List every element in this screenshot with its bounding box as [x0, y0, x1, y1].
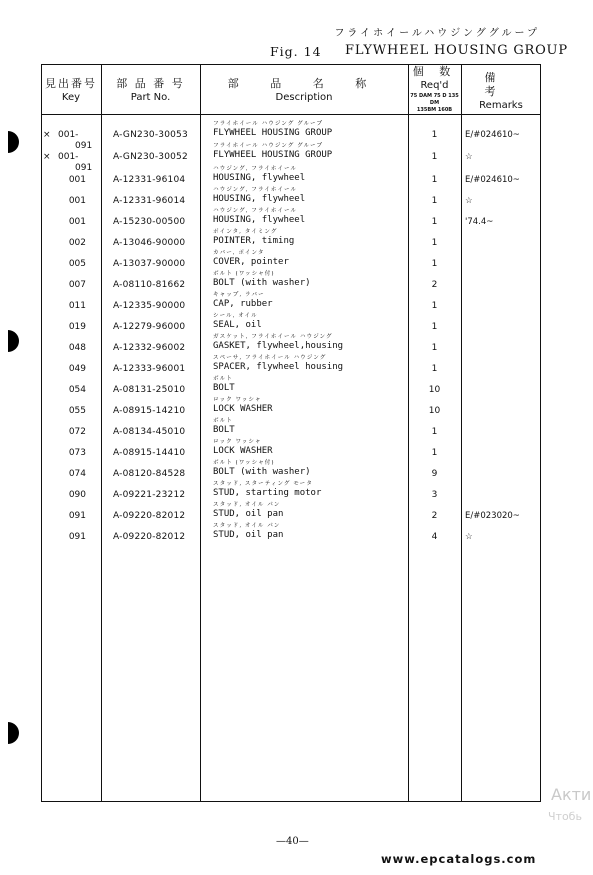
row-part-number: A-GN230-30052	[113, 152, 188, 162]
table-row	[41, 208, 541, 229]
table-row	[41, 313, 541, 334]
column-header-part-en: Part No.	[130, 92, 171, 103]
row-description-en: FLYWHEEL HOUSING GROUP	[213, 128, 333, 138]
row-description-ja: スタッド, オイル パン	[213, 502, 281, 508]
row-description	[213, 166, 305, 184]
row-description	[213, 313, 262, 331]
row-remarks: ☆	[465, 152, 473, 162]
row-quantity: 3	[431, 490, 438, 500]
row-description	[213, 121, 332, 139]
row-remarks: E/#024610~	[465, 130, 520, 140]
row-key: 049	[68, 364, 86, 374]
column-header-quantity-models: 75 DAM 75 D 135 DM	[410, 93, 459, 106]
table-row	[41, 229, 541, 250]
row-description-ja: ボルト	[213, 376, 233, 382]
row-key: 091	[68, 532, 86, 542]
binder-hole-icon	[8, 330, 19, 352]
row-description	[213, 397, 273, 415]
row-quantity: 1	[431, 238, 438, 248]
row-description	[213, 481, 321, 499]
title-japanese: フライホイールハウジンググループ	[334, 28, 540, 39]
row-description-en: BOLT	[213, 383, 235, 393]
row-description	[213, 523, 283, 541]
row-description-en: STUD, oil pan	[213, 530, 284, 540]
row-description	[213, 355, 343, 373]
column-header-description-ja: 部 品 名 称	[227, 77, 381, 90]
row-key: 011	[68, 301, 86, 311]
row-quantity: 1	[431, 301, 438, 311]
row-part-number: A-12331-96014	[113, 196, 186, 206]
activation-watermark: Акти	[551, 785, 592, 804]
row-part-number: A-09221-23212	[113, 490, 186, 500]
row-quantity: 1	[431, 259, 438, 269]
row-key: 001	[68, 196, 86, 206]
row-description-en: COVER, pointer	[213, 257, 289, 267]
row-key-end: 091	[75, 141, 93, 151]
row-description	[213, 271, 311, 289]
row-key: 054	[68, 385, 86, 395]
row-description-ja: ポインタ, タイミング	[213, 229, 278, 235]
row-quantity: 1	[431, 130, 438, 140]
table-row	[41, 166, 541, 187]
row-description-en: BOLT (with washer)	[213, 467, 311, 477]
row-quantity: 2	[431, 280, 438, 290]
column-header-quantity-en: Req'd	[420, 80, 449, 91]
table-row	[41, 481, 541, 502]
row-part-number: A-12335-90000	[113, 301, 186, 311]
row-description-en: SPACER, flywheel housing	[213, 362, 344, 372]
row-key: 048	[68, 343, 86, 353]
row-description	[213, 334, 343, 352]
row-quantity: 9	[431, 469, 438, 479]
row-description-ja: ハウジング, フライホイール	[213, 166, 298, 172]
binder-hole-icon	[8, 722, 19, 744]
row-quantity: 1	[431, 152, 438, 162]
row-description	[213, 292, 273, 310]
row-part-number: A-08131-25010	[113, 385, 186, 395]
column-header-quantity	[408, 65, 461, 114]
row-description-ja: フライホイール ハウジング グループ	[213, 143, 324, 149]
figure-label: Fig. 14	[270, 44, 322, 59]
row-mark: ×	[43, 130, 51, 140]
row-description-en: POINTER, timing	[213, 236, 295, 246]
row-description-en: HOUSING, flywheel	[213, 173, 306, 183]
row-part-number: A-12333-96001	[113, 364, 186, 374]
column-header-description	[200, 77, 408, 105]
row-description	[213, 208, 305, 226]
row-description-en: CAP, rubber	[213, 299, 273, 309]
row-description-ja: ボルト (ワッシャ付)	[213, 460, 275, 466]
row-part-number: A-09220-82012	[113, 511, 186, 521]
row-description-ja: フライホイール ハウジング グループ	[213, 121, 324, 127]
row-part-number: A-08134-45010	[113, 427, 186, 437]
table-row	[41, 439, 541, 460]
table-row	[41, 418, 541, 439]
table-row	[41, 502, 541, 523]
row-quantity: 10	[428, 406, 441, 416]
row-description-ja: ロック ワッシャ	[213, 397, 262, 403]
row-description	[213, 418, 235, 436]
row-key: 055	[68, 406, 86, 416]
row-key: 091	[68, 511, 86, 521]
row-description-ja: カバー, ポインタ	[213, 250, 265, 256]
table-row	[41, 121, 541, 151]
row-key-start: 001-	[58, 130, 79, 140]
row-key: 001	[68, 217, 86, 227]
row-quantity: 1	[431, 448, 438, 458]
row-part-number: A-08120-84528	[113, 469, 186, 479]
row-part-number: A-GN230-30053	[113, 130, 188, 140]
table-row	[41, 334, 541, 355]
row-key: 019	[68, 322, 86, 332]
row-description-ja: ガスケット, フライホイール ハウジング	[213, 334, 333, 340]
row-quantity: 1	[431, 322, 438, 332]
activation-watermark-sub: Чтобь	[548, 810, 582, 823]
row-quantity: 1	[431, 217, 438, 227]
row-part-number: A-08915-14410	[113, 448, 186, 458]
site-url[interactable]: www.epcatalogs.com	[381, 852, 537, 866]
row-key: 001	[68, 175, 86, 185]
row-remarks: E/#023020~	[465, 511, 520, 521]
row-description-en: LOCK WASHER	[213, 446, 273, 456]
row-key: 073	[68, 448, 86, 458]
row-description-en: BOLT (with washer)	[213, 278, 311, 288]
row-description-en: SEAL, oil	[213, 320, 262, 330]
table-row	[41, 376, 541, 397]
row-description-en: LOCK WASHER	[213, 404, 273, 414]
row-description	[213, 439, 273, 457]
table-row	[41, 397, 541, 418]
row-description	[213, 502, 283, 520]
row-description	[213, 229, 294, 247]
row-quantity: 1	[431, 175, 438, 185]
table-row	[41, 250, 541, 271]
row-description	[213, 187, 305, 205]
row-description-ja: キャップ, ラバー	[213, 292, 265, 298]
row-part-number: A-08110-81662	[113, 280, 186, 290]
binder-hole-icon	[8, 131, 19, 153]
table-row	[41, 187, 541, 208]
page-number: —40—	[276, 836, 309, 847]
row-quantity: 1	[431, 343, 438, 353]
row-description-en: FLYWHEEL HOUSING GROUP	[213, 150, 333, 160]
column-header-key-en: Key	[61, 92, 81, 103]
row-key: 072	[68, 427, 86, 437]
row-part-number: A-09220-82012	[113, 532, 186, 542]
row-description-en: STUD, starting motor	[213, 488, 322, 498]
row-description-ja: ボルト	[213, 418, 233, 424]
row-remarks: ☆	[465, 196, 473, 206]
row-key: 002	[68, 238, 86, 248]
column-header-remarks-ja: 備 考	[484, 71, 518, 98]
row-quantity: 2	[431, 511, 438, 521]
row-description-en: HOUSING, flywheel	[213, 215, 306, 225]
row-description	[213, 143, 332, 161]
row-description-ja: ボルト (ワッシャ付)	[213, 271, 275, 277]
table-row	[41, 292, 541, 313]
column-header-part	[101, 77, 200, 105]
row-description-ja: シール, オイル	[213, 313, 258, 319]
page-title: FLYWHEEL HOUSING GROUP	[345, 43, 568, 58]
row-key-end: 091	[75, 163, 93, 173]
row-key: 074	[68, 469, 86, 479]
row-quantity: 10	[428, 385, 441, 395]
row-remarks: E/#024610~	[465, 175, 520, 185]
row-quantity: 1	[431, 364, 438, 374]
row-description-en: BOLT	[213, 425, 235, 435]
row-description-ja: スタッド, オイル パン	[213, 523, 281, 529]
row-description-ja: スタッド, スターティング モータ	[213, 481, 313, 487]
row-part-number: A-12331-96104	[113, 175, 186, 185]
row-description	[213, 460, 311, 478]
column-header-quantity-models: 135BM 160B	[416, 107, 453, 113]
row-description-en: STUD, oil pan	[213, 509, 284, 519]
row-part-number: A-12279-96000	[113, 322, 186, 332]
row-key-start: 001-	[58, 152, 79, 162]
row-description-ja: ハウジング, フライホイール	[213, 187, 298, 193]
row-description-en: HOUSING, flywheel	[213, 194, 306, 204]
row-quantity: 1	[431, 427, 438, 437]
row-description-ja: ハウジング, フライホイール	[213, 208, 298, 214]
row-quantity: 1	[431, 196, 438, 206]
row-remarks: '74.4~	[465, 217, 494, 227]
column-header-key	[41, 77, 101, 105]
row-part-number: A-13046-90000	[113, 238, 186, 248]
row-part-number: A-15230-00500	[113, 217, 186, 227]
row-part-number: A-08915-14210	[113, 406, 186, 416]
column-header-remarks	[461, 71, 541, 113]
row-key: 005	[68, 259, 86, 269]
row-key: 090	[68, 490, 86, 500]
table-row	[41, 355, 541, 376]
column-header-quantity-ja: 個 数	[412, 65, 457, 78]
row-part-number: A-13037-90000	[113, 259, 186, 269]
row-description-ja: ロック ワッシャ	[213, 439, 262, 445]
column-header-key-ja: 見出番号	[45, 77, 97, 90]
row-mark: ×	[43, 152, 51, 162]
table-row	[41, 523, 541, 544]
column-header-part-ja: 部 品 番 号	[116, 77, 185, 90]
header-divider	[41, 114, 541, 115]
row-description-en: GASKET, flywheel,housing	[213, 341, 344, 351]
row-description-ja: スペーサ, フライホイール ハウジング	[213, 355, 327, 361]
row-quantity: 4	[431, 532, 438, 542]
table-row	[41, 271, 541, 292]
row-part-number: A-12332-96002	[113, 343, 186, 353]
column-header-description-en: Description	[275, 92, 333, 103]
table-row	[41, 460, 541, 481]
row-description	[213, 376, 235, 394]
row-description	[213, 250, 289, 268]
row-key: 007	[68, 280, 86, 290]
row-remarks: ☆	[465, 532, 473, 542]
column-header-remarks-en: Remarks	[479, 100, 523, 111]
